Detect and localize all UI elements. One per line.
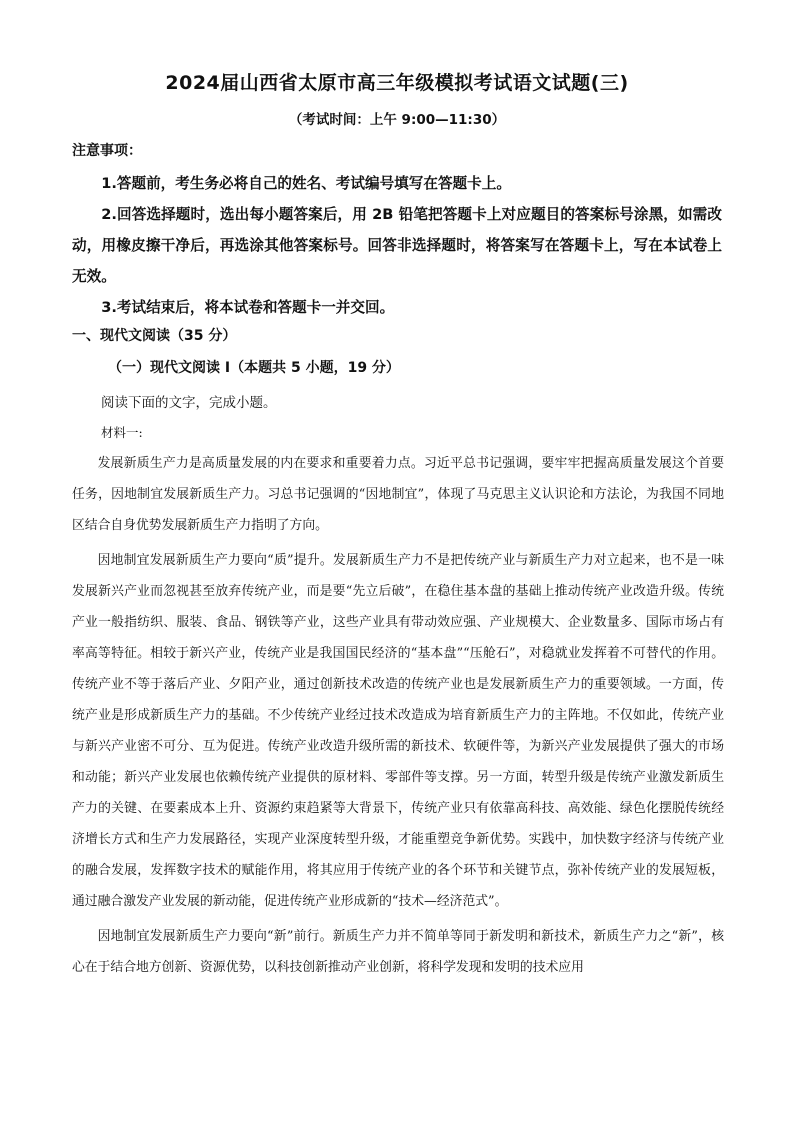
- subsection-heading: （一）现代文阅读 I（本题共 5 小题，19 分）: [108, 360, 400, 376]
- passage-paragraph: 因地制宜发展新质生产力要向“新”前行。新质生产力并不简单等同于新发明和新技术，新质生产力之“新”，核心在于结合地方创新、资源优势，以科技创新推动产业创新，将科学发现和发明的技术应用: [72, 929, 724, 975]
- note-item: 3.考试结束后，将本试卷和答题卡一并交回。: [101, 299, 395, 316]
- page-title: 2024届山西省太原市高三年级模拟考试语文试题(三): [165, 72, 629, 94]
- passage-paragraph: 发展新质生产力是高质量发展的内在要求和重要着力点。习近平总书记强调，要牢牢把握高质量发展这个首要任务，因地制宜发展新质生产力。习总书记强调的“因地制宜”，体现了马克思主义认识论和方法论，为我国不同地区结合自身优势发展新质生产力指明了方向。: [72, 456, 724, 533]
- note-item: 1.答题前，考生务必将自己的姓名、考试编号填写在答题卡上。: [101, 175, 511, 192]
- reading-instruction: 阅读下面的文字，完成小题。: [101, 395, 277, 411]
- section-heading: 一、现代文阅读（35 分）: [72, 328, 237, 344]
- passage: [72, 448, 724, 987]
- exam-time: （考试时间：上午 9:00—11:30）: [288, 112, 506, 128]
- passage-paragraph: 因地制宜发展新质生产力要向“质”提升。发展新质生产力不是把传统产业与新质生产力对立起来，也不是一味发展新兴产业而忽视甚至放弃传统产业，而是要“先立后破”，在稳住基本盘的基础上推动传统产业改造升级。传统产业一般指纺织、服装、食品、钢铁等产业，这些产业具有带动效应强、产业规模大、企业数量多、国际市场占有率高等特征。相较于新兴产业，传统产业是我国国民经济的“基本盘”“压舱石”，对稳就业发挥着不可替代的作用。传统产业不等于落后产业、夕阳产业，通过创新技术改造的传统产业也是发展新质生产力的重要领域。一方面，传统产业是形成新质生产力的基础。不少传统产业经过技术改造成为培育新质生产力的主阵地。不仅如此，传统产业与新兴产业密不可分、互为促进。传统产业改造升级所需的新技术、软硬件等，为新兴产业发展提供了强大的市场和动能；新兴产业发展也依赖传统产业提供的原材料、零部件等支撑。另一方面，转型升级是传统产业激发新质生产力的关键、在要素成本上升、资源约束趋紧等大背景下，传统产业只有依靠高科技、高效能、绿色化摆脱传统经济增长方式和生产力发展路径，实现产业深度转型升级，才能重塑竞争新优势。实践中，加快数字经济与传统产业的融合发展，发挥数字技术的赋能作用，将其应用于传统产业的各个环节和关键节点，弥补传统产业的发展短板，通过融合激发产业发展的新动能，促进传统产业形成新的“技术—经济范式”。: [72, 553, 724, 909]
- material-label: 材料一:: [101, 425, 143, 440]
- notes-list: [72, 168, 722, 323]
- notes-heading: 注意事项：: [72, 143, 142, 159]
- note-item: 2.回答选择题时，选出每小题答案后，用 2B 铅笔把答题卡上对应题目的答案标号涂黑，如需改动，用橡皮擦干净后，再选涂其他答案标号。回答非选择题时，将答案写在答题卡上，写在本试卷上无效。: [72, 206, 722, 285]
